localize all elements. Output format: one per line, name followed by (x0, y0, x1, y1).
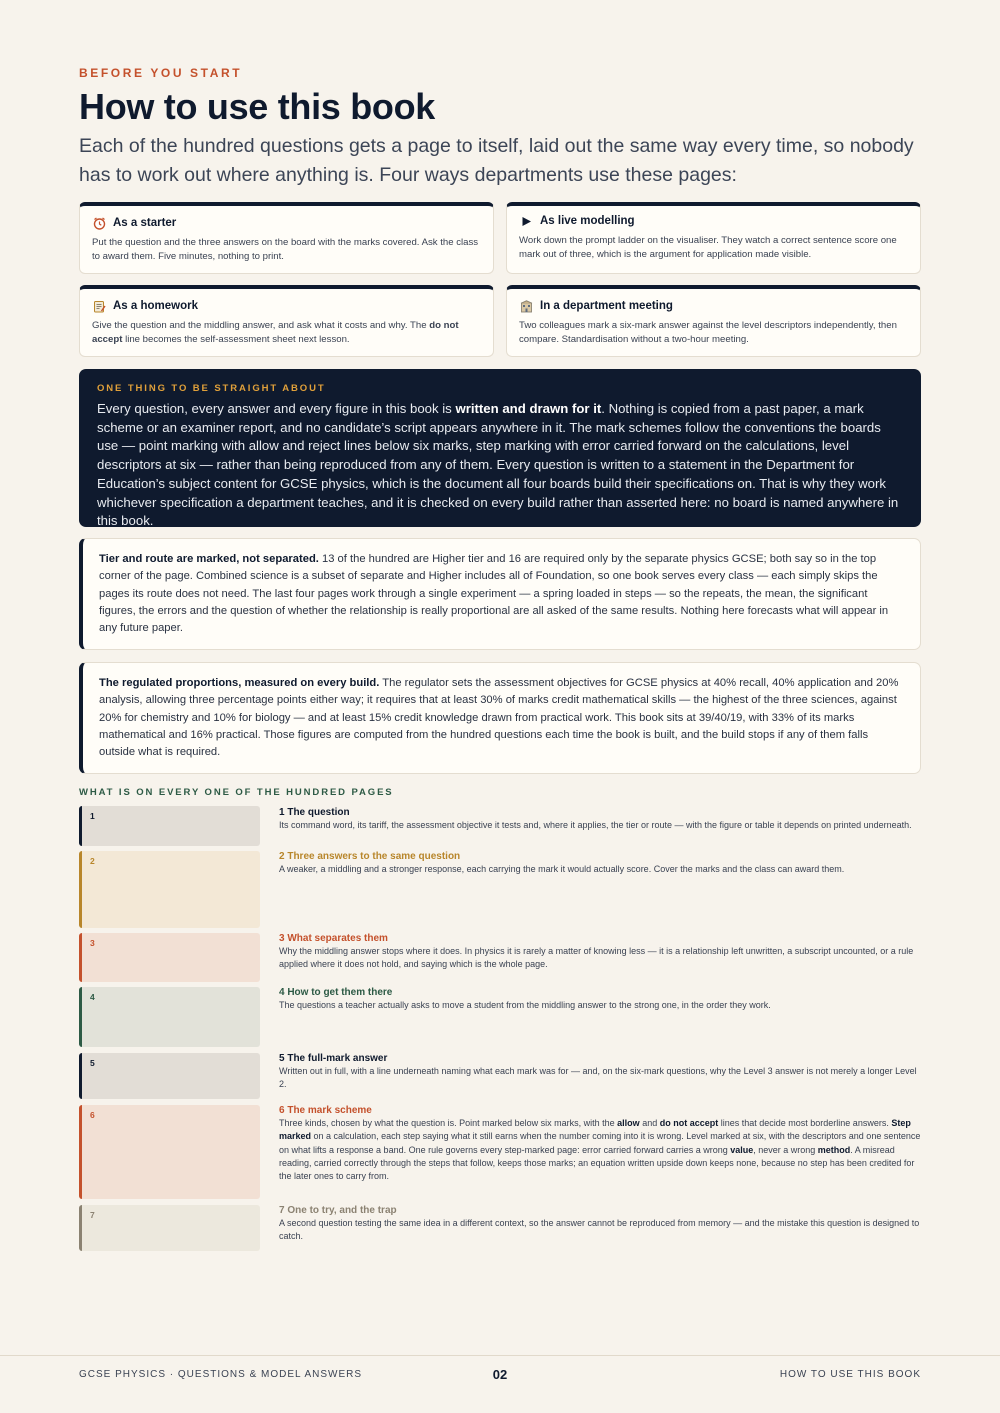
list-item-what-separates: 3 What separates them Why the middling answer stops where it does. In physics it is rarely a matter of knowing less — it is a relationship left unwritten, a subscript uncounted, or a rule applied where it does not hold, and saying which is the whole page. (279, 933, 914, 970)
page-footer (0, 1355, 1000, 1413)
callout-text: Every question, every answer and every figure in this book is written and drawn for it. Nothing is copied from a past paper, a mark scheme or an examiner report, and no candidate’s script appears anywhere in it. The mark schemes follow the conventions the boards use — point marking with allow and reject lines below six marks, step marking with error carried forward on the calculations, level descriptors at six — rather than being reproduced from any of them. Every question is written to a statement in the Department for Education’s subject content for GCSE physics, which is the document all four boards build their specifications on. That is why they work whichever specification a department teaches, and it is checked on every build rather than asserted here: no board is named anywhere in this book. (97, 401, 899, 529)
use-card-body: Give the question and the middling answer, and ask what it costs and why. The do not accept line becomes the self-assessment sheet next lesson. (92, 320, 459, 345)
section-strip-5: 5 (79, 1053, 260, 1099)
section-strip-1: 1 (79, 806, 260, 846)
play-icon (519, 214, 533, 228)
page-number: 02 (492, 1367, 508, 1382)
use-card-title: As a homework (113, 300, 198, 312)
use-card-body: Two colleagues mark a six-mark answer against the level descriptors independently, then compare. Standardisation without a two-hour meeting. (519, 320, 897, 345)
list-item-one-to-try: 7 One to try, and the trap A second question testing the same idea in a different context, so the answer cannot be reproduced from memory — and the mistake this question is designed to catch. (279, 1205, 920, 1242)
list-item-three-answers: 2 Three answers to the same question A weaker, a middling and a stronger response, each carrying the mark it would actually score. Cover the marks and the class can award them. (279, 851, 845, 874)
section-strip-7: 7 (79, 1205, 260, 1251)
note-tier-route: Tier and route are marked, not separated. 13 of the hundred are Higher tier and 16 are required only by the separate physics GCSE; both say so in the top corner of the page. Combined science is a subset of separate and Higher includes all of Foundation, so one book serves every class — each simply skips the pages its route does not need. The last four pages work through a single experiment — a spring loaded in steps — so the repeats, the mean, the significant figures, the errors and the question of whether the relationship is really proportional are all asked of the same results. Nothing here forecasts what will appear in any future paper. (79, 538, 921, 650)
section-strip-4: 4 (79, 987, 260, 1047)
list-item-mark-scheme: 6 The mark scheme Three kinds, chosen by what the question is. Point marked below six marks, with the allow and do not accept lines that decide most borderline answers. Step marked on a calculation, each step saying what it still earns when the number coming into it is wrong. Level marked at six, with the descriptors and one sentence on what lifts a response a band. One rule governs every step-marked page: error carried forward carries a wrong value, never a wrong method. A misread reading, carried correctly through the steps that follow, keeps those marks; an equation written upside down keeps none, because no step has been credited for the later ones to carry from. (279, 1105, 921, 1182)
use-card-starter (79, 202, 494, 274)
list-item-get-them-there: 4 How to get them there The questions a teacher actually asks to move a student from the middling answer to the strong one, in the order they work. (279, 987, 771, 1010)
use-card-homework (79, 285, 494, 357)
use-card-body: Work down the prompt ladder on the visualiser. They watch a correct sentence score one mark out of three, which is the argument for application made visible. (519, 235, 897, 260)
building-icon (519, 299, 533, 313)
section-strip-2: 2 (79, 851, 260, 928)
page-title: How to use this book (79, 86, 436, 127)
footer-section-title: HOW TO USE THIS BOOK (779, 1369, 921, 1380)
use-card-title: As a starter (113, 217, 177, 229)
section-strip-3: 3 (79, 933, 260, 982)
intro-paragraph: Each of the hundred questions gets a page to itself, laid out the same way every time, so nobody has to work out where anything is. Four ways departments use these pages: (79, 135, 914, 186)
section-strip-6: 6 (79, 1105, 260, 1199)
list-item-question: 1 The question Its command word, its tariff, the assessment objective it tests and, where it applies, the tier or route — with the figure or table it depends on printed underneath. (279, 807, 912, 830)
straight-about-callout (79, 369, 921, 527)
use-card-title: In a department meeting (540, 300, 673, 312)
use-card-department-meeting (506, 285, 921, 357)
section-eyebrow: BEFORE YOU START (79, 66, 243, 80)
use-card-title: As live modelling (540, 215, 635, 227)
list-item-full-mark: 5 The full-mark answer Written out in full, with a line underneath naming what each mark was for — and, on the six-mark questions, why the Level 3 answer is not merely a longer Level 2. (279, 1053, 917, 1090)
every-page-label: WHAT IS ON EVERY ONE OF THE HUNDRED PAGES (79, 787, 394, 798)
callout-label: ONE THING TO BE STRAIGHT ABOUT (97, 383, 326, 394)
alarm-clock-icon (92, 216, 106, 230)
footer-book-title: GCSE PHYSICS · QUESTIONS & MODEL ANSWERS (79, 1369, 363, 1380)
note-regulated-proportions: The regulated proportions, measured on every build. The regulator sets the assessment objectives for GCSE physics at 40% recall, 40% application and 20% analysis, allowing three percentage points either way; it requires that at least 30% of marks credit mathematical skills — the highest of the three sciences, against 20% for chemistry and 10% for biology — and at least 15% credit knowledge drawn from practical work. This book sits at 39/40/19, with 33% of its marks mathematical and 16% practical. Those figures are computed from the hundred questions each time the book is built, and the build stops if any of them falls outside what is required. (79, 662, 921, 774)
use-card-body: Put the question and the three answers on the board with the marks covered. Ask the class to award them. Five minutes, nothing to print. (92, 237, 479, 262)
memo-icon (92, 299, 106, 313)
use-card-live-modelling (506, 202, 921, 274)
